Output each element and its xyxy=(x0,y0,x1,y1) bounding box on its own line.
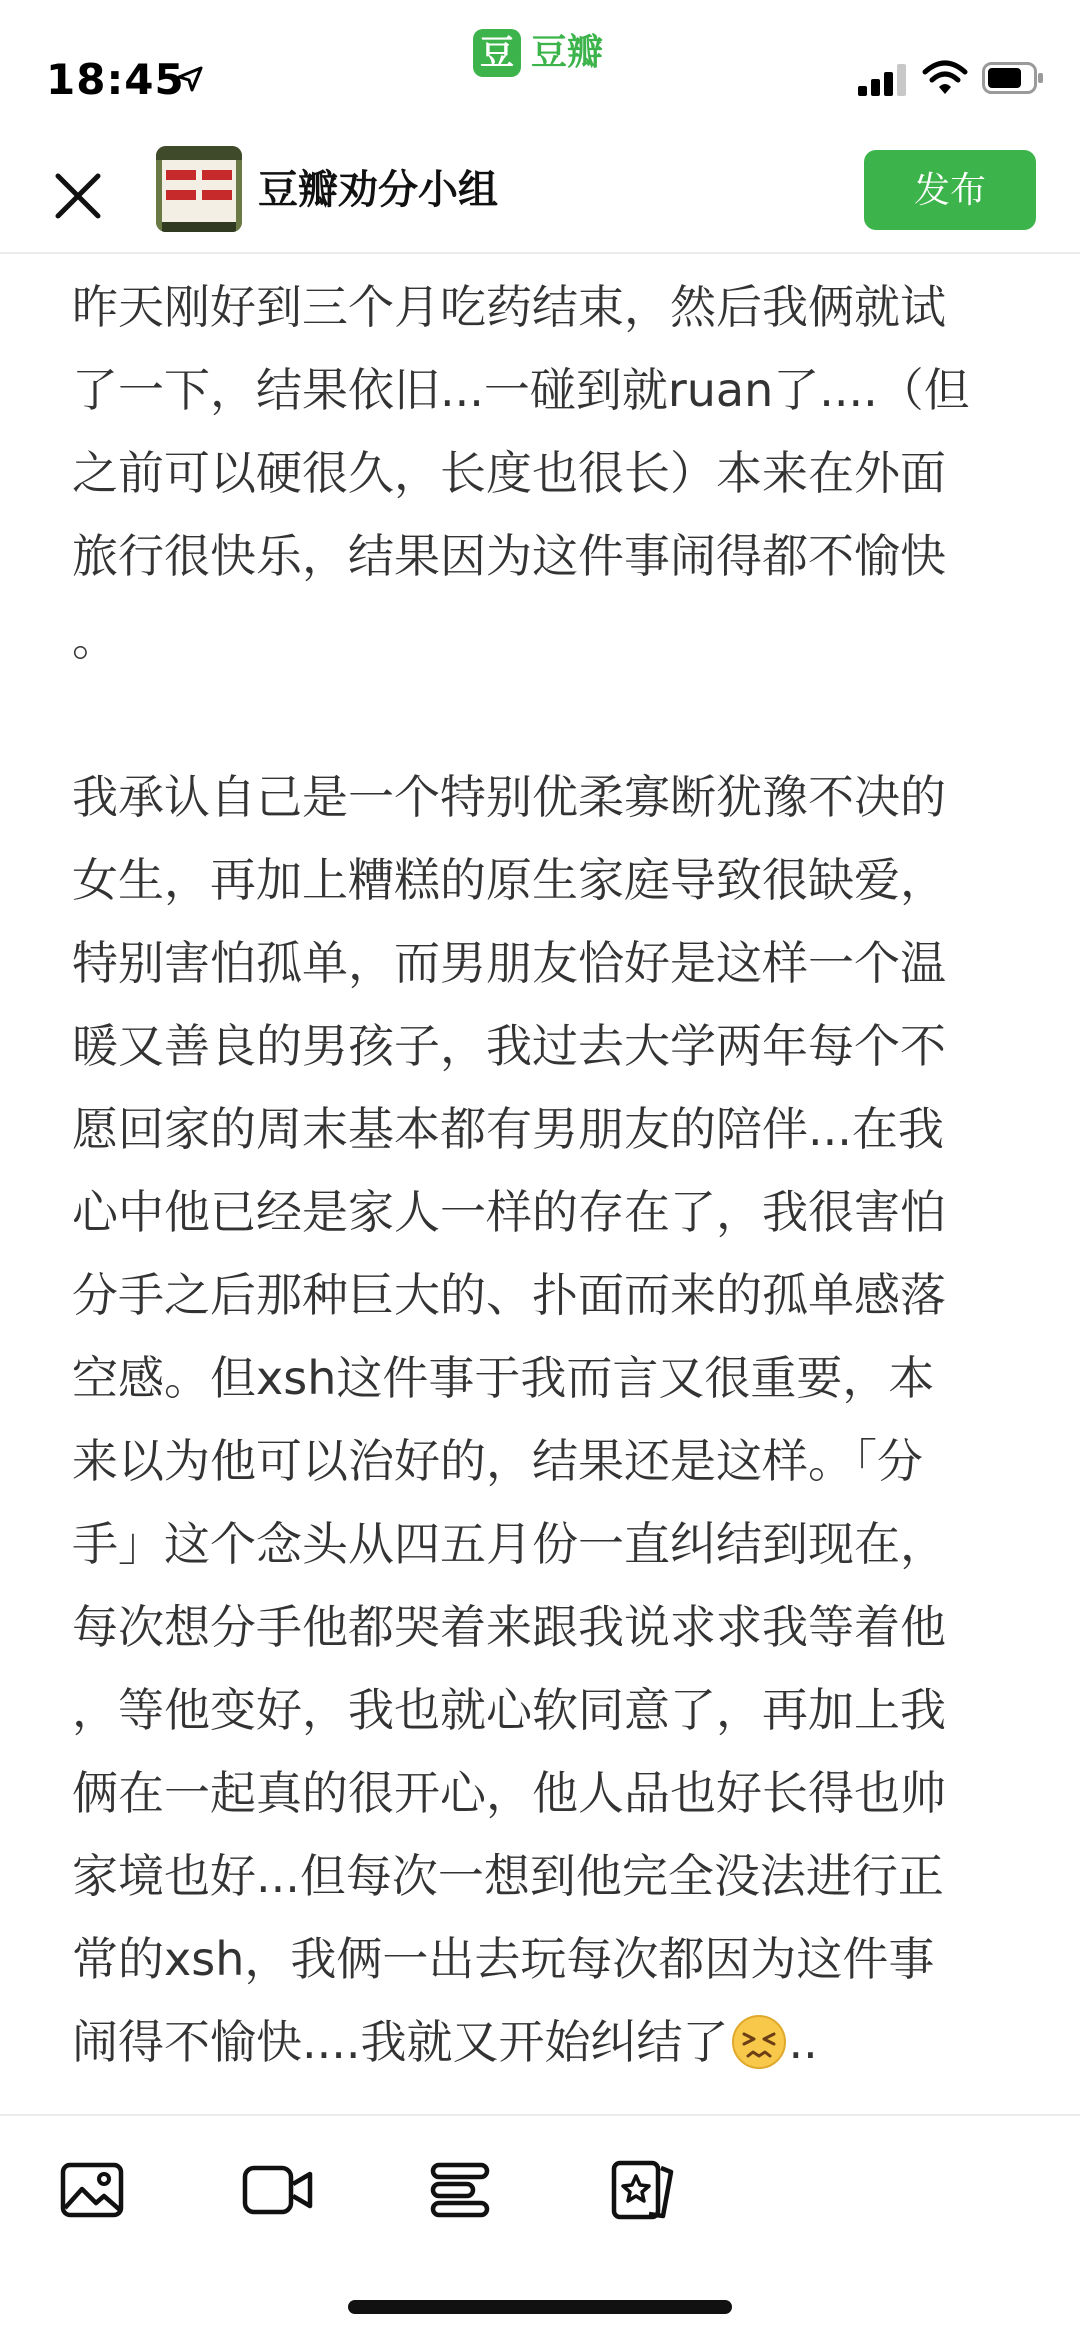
location-arrow-icon xyxy=(175,64,205,94)
insert-video-button[interactable] xyxy=(238,2150,318,2230)
text-line: 家境也好...但每次一想到他完全没法进行正 xyxy=(72,1849,944,1903)
text-format-button[interactable] xyxy=(420,2150,500,2230)
text-line: 了一下，结果依旧...一碰到就ruan了....（但 xyxy=(72,363,970,417)
text-line: 女生，再加上糟糕的原生家庭导致很缺爱， xyxy=(72,853,946,907)
confounded-face-emoji-icon xyxy=(731,2014,787,2070)
group-title[interactable]: 豆瓣劝分小组 xyxy=(258,167,498,213)
text-line: 。 xyxy=(72,612,118,666)
post-editor-content[interactable] xyxy=(0,254,1080,2114)
publish-button[interactable]: 发布 xyxy=(864,150,1036,230)
text-line: 心中他已经是家人一样的存在了，我很害怕 xyxy=(72,1185,946,1239)
text-line: 空感。但xsh这件事于我而言又很重要，本 xyxy=(72,1351,935,1405)
battery-icon xyxy=(982,62,1044,94)
paragraph-1 xyxy=(72,266,1016,681)
douban-logo: 豆 xyxy=(473,29,521,77)
group-avatar[interactable] xyxy=(156,146,242,232)
insert-image-button[interactable] xyxy=(52,2150,132,2230)
sticker-icon xyxy=(611,2160,677,2220)
nav-bar xyxy=(0,130,1080,254)
paragraph-2 xyxy=(72,756,1016,2084)
status-bar xyxy=(0,0,1080,130)
last-line-trailing: .. xyxy=(788,2015,818,2069)
last-line-text: 闹得不愉快....我就又开始纠结了 xyxy=(72,2015,729,2069)
text-format-icon xyxy=(430,2162,490,2218)
text-line: 之前可以硬很久，长度也很长）本来在外面 xyxy=(72,446,946,500)
status-time: 18:45 xyxy=(46,55,185,104)
signal-icon xyxy=(858,64,908,96)
text-line: 昨天刚好到三个月吃药结束，然后我俩就试 xyxy=(72,280,946,334)
text-line: 每次想分手他都哭着来跟我说求求我等着他 xyxy=(72,1600,946,1654)
insert-sticker-button[interactable] xyxy=(604,2150,684,2230)
text-line: 分手之后那种巨大的、扑面而来的孤单感落 xyxy=(72,1268,946,1322)
close-icon xyxy=(53,171,103,221)
text-line: 特别害怕孤单，而男朋友恰好是这样一个温 xyxy=(72,936,946,990)
text-line-last xyxy=(72,2001,1016,2084)
close-button[interactable] xyxy=(38,156,118,236)
text-line: 我承认自己是一个特别优柔寡断犹豫不决的 xyxy=(72,770,946,824)
text-line: ，等他变好，我也就心软同意了，再加上我 xyxy=(72,1683,946,1737)
video-icon xyxy=(242,2164,314,2216)
app-badge xyxy=(473,28,603,78)
text-line: 旅行很快乐，结果因为这件事闹得都不愉快 xyxy=(72,529,946,583)
image-icon xyxy=(60,2162,124,2218)
group-avatar-image xyxy=(156,146,242,232)
app-name: 豆瓣 xyxy=(531,32,604,73)
text-line: 愿回家的周末基本都有男朋友的陪伴...在我 xyxy=(72,1102,944,1156)
text-line: 常的xsh，我俩一出去玩每次都因为这件事 xyxy=(72,1932,935,1986)
text-line: 暖又善良的男孩子，我过去大学两年每个不 xyxy=(72,1019,946,1073)
wifi-icon xyxy=(922,60,968,96)
home-indicator[interactable] xyxy=(348,2300,732,2314)
text-line: 俩在一起真的很开心，他人品也好长得也帅 xyxy=(72,1766,946,1820)
text-line: 来以为他可以治好的，结果还是这样。「分 xyxy=(72,1434,923,1488)
text-line: 手」这个念头从四五月份一直纠结到现在， xyxy=(72,1517,946,1571)
